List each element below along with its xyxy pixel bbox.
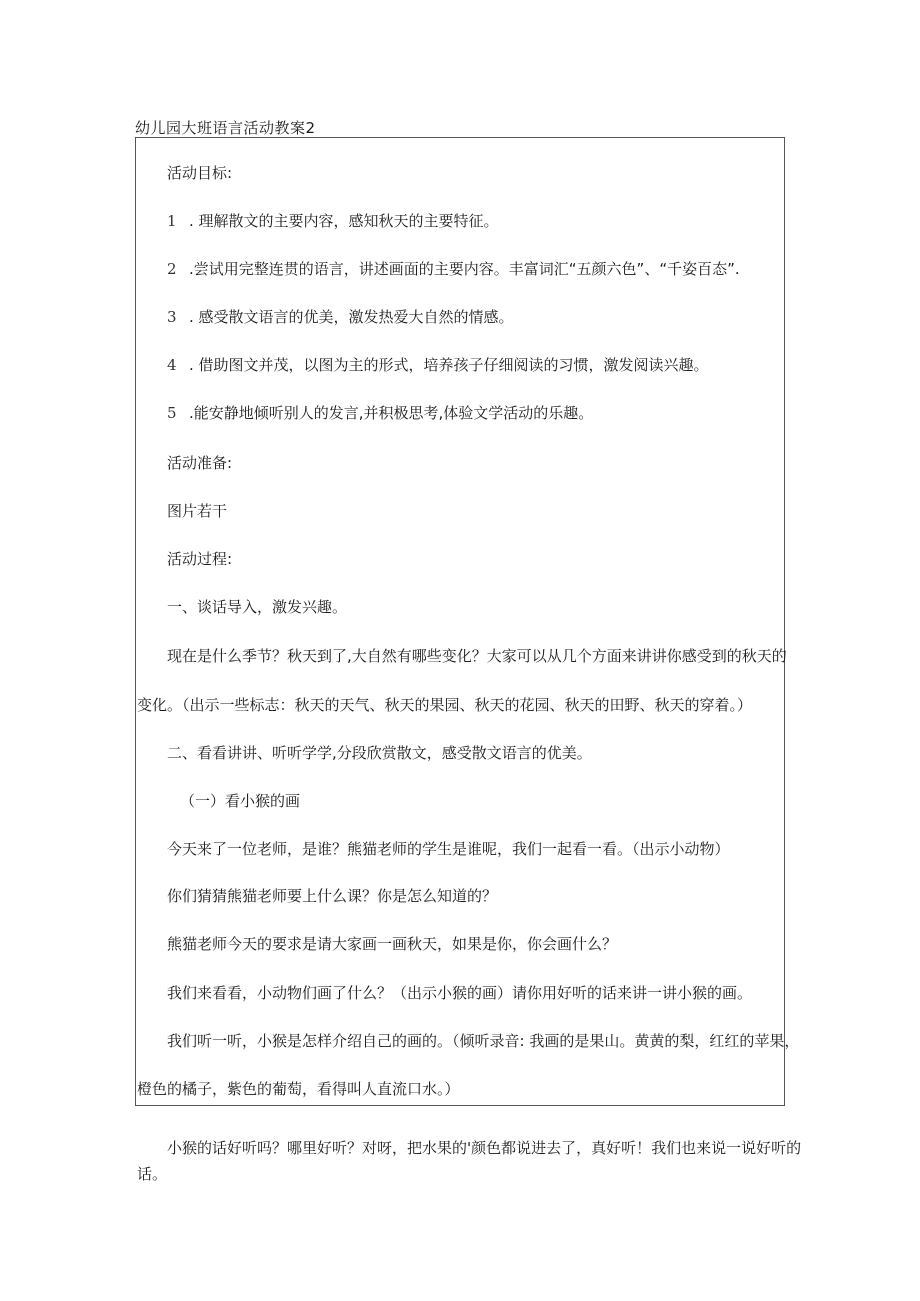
goal-text: .尝试用完整连贯的语言，讲述画面的主要内容。丰富词汇“五颜六色”、“千姿百态”. [189,260,740,278]
step-1-heading: 一、谈话导入，激发兴趣。 [167,598,348,616]
goal-number: 4 [167,356,177,374]
goal-number: 1 [167,212,177,230]
goal-item-4 [167,355,709,375]
document-title: 幼儿园大班语言活动教案2 [135,119,316,137]
paragraph-look: 我们来看看，小动物们画了什么？（出示小猴的画）请你用好听的话来讲一讲小猴的画。 [167,984,753,1002]
paragraph-teacher: 今天来了一位老师，是谁？熊猫老师的学生是谁呢，我们一起看一看。（出示小动物） [167,840,730,858]
paragraph-guess: 你们猜猜熊猫老师要上什么课？你是怎么知道的？ [167,887,498,905]
goal-number: 2 [167,260,177,278]
goal-item-3 [167,307,514,327]
paragraph-outside-line-1: 小猴的话好听吗？哪里好听？对呀，把水果的'颜色都说进去了，真好听！我们也来说一说好听的 [167,1139,802,1157]
prep-text: 图片若干 [167,502,228,520]
goal-text: .能安静地倾听别人的发言,并积极思考,体验文学活动的乐趣。 [189,404,594,422]
goal-number: 5 [167,404,177,422]
goal-item-5 [167,403,593,423]
sub-section-heading: （一）看小猴的画 [180,792,301,810]
paragraph-listen-line-1: 我们听一听，小猴是怎样介绍自己的画的。（倾听录音: 我画的是果山。黄黄的梨，红红的苹果， [167,1032,800,1050]
prep-heading: 活动准备: [167,454,233,472]
paragraph-request: 熊猫老师今天的要求是请大家画一画秋天，如果是你，你会画什么？ [167,935,618,953]
lesson-plan-table-cell [135,137,785,1106]
goal-number: 3 [167,308,177,326]
goal-text: . 借助图文并茂，以图为主的形式，培养孩子仔细阅读的习惯，激发阅读兴趣。 [189,356,709,374]
paragraph-listen-line-2: 橙色的橘子，紫色的葡萄，看得叫人直流口水。） [137,1080,460,1098]
paragraph-season-line-1: 现在是什么季节？秋天到了,大自然有哪些变化？大家可以从几个方面来讲讲你感受到的秋天的 [167,647,787,665]
process-heading: 活动过程: [167,550,233,568]
goal-text: . 感受散文语言的优美，激发热爱大自然的情感。 [189,308,514,326]
step-2-heading: 二、看看讲讲、听听学学,分段欣赏散文，感受散文语言的优美。 [167,744,592,762]
goal-text: . 理解散文的主要内容，感知秋天的主要特征。 [189,212,499,230]
paragraph-season-line-2: 变化。（出示一些标志：秋天的天气、秋天的果园、秋天的花园、秋天的田野、秋天的穿着。） [137,696,753,714]
goals-heading: 活动目标: [167,164,233,182]
paragraph-outside-line-2: 话。 [137,1165,168,1183]
goal-item-2 [167,259,740,279]
goal-item-1 [167,211,499,231]
